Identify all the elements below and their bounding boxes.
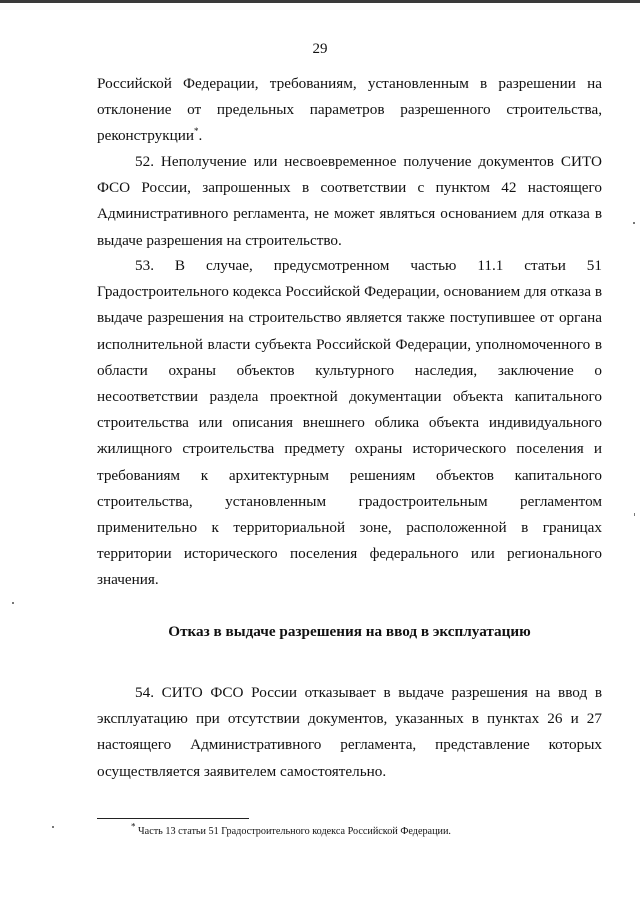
scan-speck [52,826,54,828]
footnote [131,821,451,838]
paragraph-item-52 [97,149,602,254]
scan-speck [634,513,635,516]
paragraph-text: 53. В случае, предусмотренном частью 11.1 статьи 51 Градостроительного кодекса Российской Федерации, основанием для отказа в выдаче разрешения на строительство является также поступившее от органа исполнительной власти субъекта Российской Федерации, уполномоченного в области охраны объектов культурного наследия, заключение о несоответствии раздела проектной документации объекта капитального строительства или описания внешнего облика объекта индивидуального жилищного строительства предмету охраны исторического поселения и требованиям к архитектурным решениям объектов капитального строительства, установленным градостроительным регламентом применительно к территориальной зоне, расположенной в границах территории исторического поселения федерального или регионального значения. [97,257,602,589]
section-heading: Отказ в выдаче разрешения на ввод в эксплуатацию [168,623,531,640]
paragraph-text: Российской Федерации, требованиям, установленным в разрешении на отклонение от предельных параметров разрешенного строительства, реконструкции [97,75,602,145]
paragraph-item-54 [97,680,602,785]
paragraph-continuation: Российской Федерации, требованиям, установленным в разрешении на отклонение от предельных параметров разрешенного строительства, реконструкции*. [97,75,602,145]
footnote-reference-mark: * [193,126,199,137]
scan-speck [633,222,635,224]
page-number: 29 [312,41,328,57]
footnote-separator [97,818,249,819]
footnote-mark: * [131,821,136,832]
paragraph-item-53 [97,253,602,594]
paragraph-text: 54. СИТО ФСО России отказывает в выдаче разрешения на ввод в эксплуатацию при отсутствии документов, указанных в пунктах 26 и 27 настоящего Административного регламента, представление которых осуществляется заявителем самостоятельно. [97,684,602,780]
paragraph-text: 52. Неполучение или несвоевременное получение документов СИТО ФСО России, запрошенных в соответствии с пунктом 42 настоящего Административного регламента, не может являться основанием для отказа в выдаче разрешения на строительство. [97,153,602,249]
footnote-text: Часть 13 статьи 51 Градостроительного кодекса Российской Федерации. [135,826,451,837]
scan-speck [12,602,14,604]
scan-top-edge [0,0,640,3]
